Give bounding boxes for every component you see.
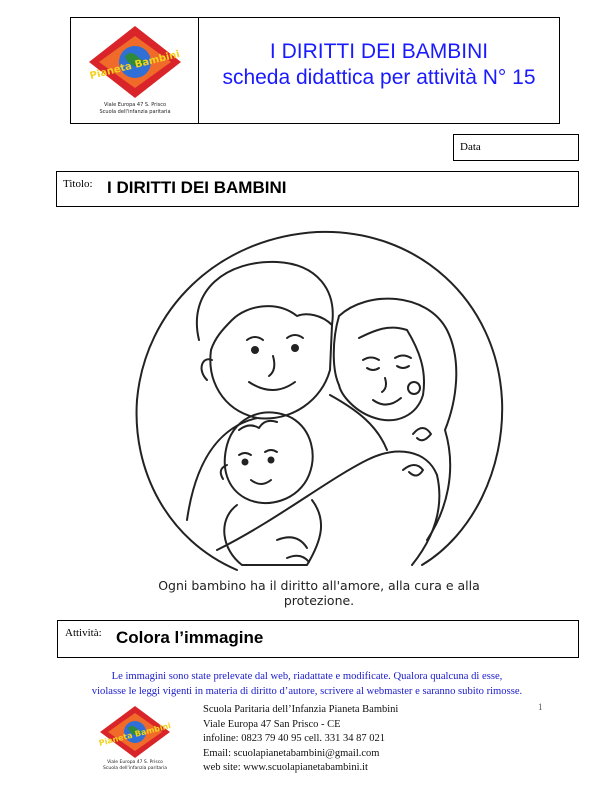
page-title-line2: scheda didattica per attività N° 15 bbox=[222, 66, 536, 89]
title-value: I DIRITTI DEI BAMBINI bbox=[107, 178, 287, 197]
activity-field bbox=[57, 620, 579, 658]
footer-logo bbox=[90, 705, 180, 773]
footer-email[interactable]: Email: scuolapianetabambini@gmail.com bbox=[203, 747, 380, 759]
footer-address: Viale Europa 47 San Prisco - CE bbox=[203, 718, 341, 730]
logo-diamond-icon bbox=[77, 24, 193, 102]
page-number: 1 bbox=[538, 702, 543, 712]
illustration-caption: Ogni bambino ha il diritto all'amore, alla cura e alla protezione. bbox=[158, 578, 480, 608]
logo-tagline: Scuola dell'infanzia paritaria bbox=[99, 109, 171, 115]
svg-text:Pianeta Bambini: Pianeta Bambini bbox=[88, 49, 182, 83]
footer-logo-address: Viale Europa 47 S. Prisco bbox=[107, 760, 163, 765]
logo-address: Viale Europa 47 S. Prisco bbox=[103, 102, 167, 108]
footer-logo-diamond-icon bbox=[90, 705, 180, 759]
footer-contacts bbox=[203, 703, 398, 776]
page-title-line1: I DIRITTI DEI BAMBINI bbox=[269, 40, 489, 63]
copyright-disclaimer bbox=[20, 669, 594, 699]
disclaimer-line1: Le immagini sono state prelevate dal web, riadattate e modificate. Qualora qualcuna di esse, bbox=[111, 671, 503, 682]
family-coloring-illustration bbox=[127, 220, 507, 605]
header-box bbox=[70, 17, 560, 124]
activity-label: Attività: bbox=[65, 627, 102, 639]
title-field bbox=[56, 171, 579, 207]
footer-logo-tagline: Scuola dell'infanzia paritaria bbox=[103, 766, 167, 771]
activity-value: Colora l’immagine bbox=[116, 628, 264, 647]
footer-phone: infoline: 0823 79 40 95 cell. 331 34 87 021 bbox=[203, 733, 385, 745]
date-field[interactable] bbox=[453, 134, 579, 161]
footer-school-name: Scuola Paritaria dell’Infanzia Pianeta Bambini bbox=[203, 704, 399, 715]
svg-text:Pianeta Bambini: Pianeta Bambini bbox=[97, 721, 172, 748]
disclaimer-line2: violasse le leggi vigenti in materia di diritto d’autore, scrivere al webmaster e saranno subito rimosse. bbox=[91, 686, 523, 697]
school-logo bbox=[77, 24, 193, 118]
title-label: Titolo: bbox=[63, 178, 93, 190]
date-label: Data bbox=[460, 141, 481, 153]
page-title bbox=[199, 39, 559, 91]
footer-website[interactable]: web site: www.scuolapianetabambini.it bbox=[203, 762, 368, 774]
